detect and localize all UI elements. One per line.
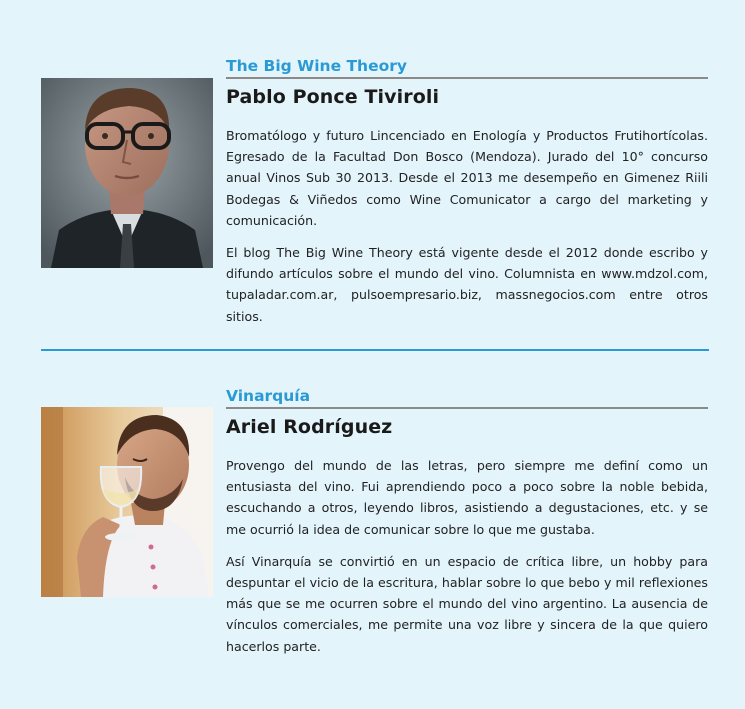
portrait-image <box>41 407 213 597</box>
portrait-image <box>41 78 213 268</box>
author-photo <box>41 78 213 268</box>
author-name: Ariel Rodríguez <box>226 416 393 438</box>
blog-paragraph: El blog The Big Wine Theory está vigente desde el 2012 donde escribo y difundo artículos sobre el mundo del vino. Columnista en www.mdzol.com, tupaladar.com.ar, pulsoempresario.biz, massnegocios.com entre otros sitios. <box>226 245 708 324</box>
author-photo <box>41 407 213 597</box>
profile-text <box>226 386 708 657</box>
section-divider <box>41 349 709 351</box>
author-name: Pablo Ponce Tiviroli <box>226 86 440 108</box>
bio-paragraph: Provengo del mundo de las letras, pero siempre me definí como un entusiasta del vino. Fui aprendiendo poco a poco sobre la noble bebida, escuchando a otros, leyendo libros, asistiendo a degustaciones, etc. y se me ocurrió la idea de comunicar sobre lo que me gustaba. <box>226 458 708 537</box>
blog-paragraph: Así Vinarquía se convirtió en un espacio de crítica libre, un hobby para despuntar el vicio de la escritura, hablar sobre lo que bebo y mil reflexiones más que se me ocurren sobre el mundo del vino argentino. La ausencia de vínculos comerciales, me permite una voz libre y sincera de la que quiero hacerlos parte. <box>226 553 708 654</box>
heading-rule <box>226 77 708 79</box>
blog-name: Vinarquía <box>226 387 311 405</box>
heading-rule <box>226 407 708 409</box>
bio-paragraph: Bromatólogo y futuro Lincenciado en Enología y Productos Frutihortícolas. Egresado de la Facultad Don Bosco (Mendoza). Jurado del 10° concurso anual Vinos Sub 30 2013. Desde el 2013 me desempeño en Gimenez Riili Bodegas & Viñedos como Wine Comunicator a cargo del marketing y comunicación. <box>226 128 708 228</box>
profile-text <box>226 56 708 327</box>
blog-name: The Big Wine Theory <box>226 57 408 75</box>
